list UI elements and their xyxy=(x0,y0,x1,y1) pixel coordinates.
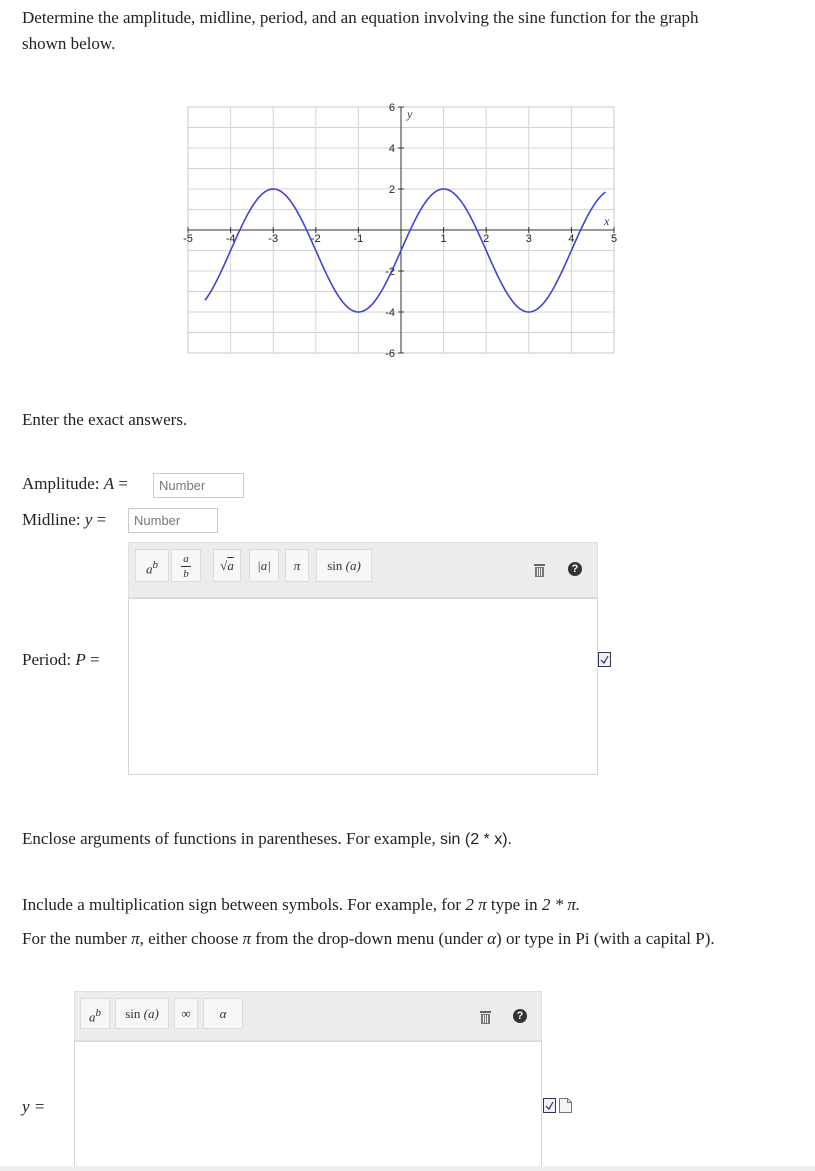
equation-power-button[interactable]: $a^b$ xyxy=(80,998,110,1029)
amplitude-label-text: Amplitude: xyxy=(22,474,100,493)
x-tick-label: 2 xyxy=(483,233,490,245)
y-tick-label: 4 xyxy=(388,143,395,155)
x-tick-label: 4 xyxy=(568,233,575,245)
amplitude-equals: = xyxy=(118,474,128,493)
graph-axes xyxy=(188,107,614,353)
equation-help-icon[interactable]: ? xyxy=(513,1009,527,1023)
period-abs-button[interactable]: |a| xyxy=(249,549,279,582)
period-input-editor[interactable] xyxy=(128,598,598,775)
period-pi-button[interactable]: π xyxy=(285,549,309,582)
equation-preview-icon[interactable] xyxy=(543,1098,556,1113)
period-sin-button[interactable]: sin (a) xyxy=(316,549,372,582)
amplitude-label xyxy=(22,474,128,494)
period-power-button[interactable]: $a^b$ xyxy=(135,549,169,582)
y-tick-label: 6 xyxy=(388,102,395,114)
y-axis-label: y xyxy=(407,107,413,121)
x-tick-label: -1 xyxy=(353,233,364,245)
period-sqrt-button[interactable]: √a xyxy=(213,549,241,582)
x-tick-label: -3 xyxy=(268,233,279,245)
x-tick-label: 5 xyxy=(610,233,618,245)
equation-math-toolbar xyxy=(74,991,542,1041)
y-tick-label: -4 xyxy=(385,307,395,319)
period-preview-icon[interactable] xyxy=(598,652,611,667)
midline-label xyxy=(22,510,106,530)
midline-equals: = xyxy=(96,510,107,529)
period-help-icon[interactable]: ? xyxy=(568,562,582,576)
midline-placeholder: Number xyxy=(134,513,181,528)
y-tick-label: 2 xyxy=(388,184,395,196)
equation-label: y = xyxy=(22,1097,46,1116)
equation-trash-icon[interactable] xyxy=(480,1009,491,1023)
x-tick-label: -5 xyxy=(183,233,193,245)
amplitude-placeholder: Number xyxy=(159,478,206,493)
x-tick-label: 1 xyxy=(440,233,447,245)
hint-pi: For the number π, either choose π from the drop-down menu (under α) or type in Pi (with a capital P). xyxy=(22,929,715,948)
page-bottom-strip xyxy=(0,1166,815,1171)
y-tick-label: -2 xyxy=(385,266,395,278)
period-equals: = xyxy=(90,650,100,669)
graph-ticks xyxy=(183,102,617,360)
y-tick-label: -6 xyxy=(385,348,395,360)
period-trash-icon[interactable] xyxy=(534,562,545,576)
question-line-2: shown below. xyxy=(22,34,116,53)
hint-parentheses: Enclose arguments of functions in parentheses. For example, sin (2 * x). xyxy=(22,829,512,848)
period-fraction-button[interactable]: a b xyxy=(171,549,201,582)
equation-sin-button[interactable]: sin (a) xyxy=(115,998,169,1029)
period-label-text: Period: xyxy=(22,650,72,669)
period-label xyxy=(22,650,100,670)
amplitude-input[interactable] xyxy=(153,473,244,498)
x-axis-label: x xyxy=(604,214,610,228)
amplitude-symbol: A xyxy=(103,474,115,493)
equation-alpha-dropdown[interactable]: α xyxy=(203,998,243,1029)
equation-infinity-button[interactable]: ∞ xyxy=(174,998,198,1029)
instruction-text: Enter the exact answers. xyxy=(22,410,188,429)
equation-document-icon[interactable] xyxy=(559,1098,572,1113)
midline-input[interactable] xyxy=(128,508,218,533)
sine-graph xyxy=(0,0,815,400)
x-tick-label: 3 xyxy=(525,233,532,245)
period-symbol: P xyxy=(75,650,86,669)
period-math-toolbar xyxy=(128,542,598,598)
x-tick-label: -4 xyxy=(225,233,236,245)
midline-label-text: Midline: xyxy=(22,510,81,529)
hint-parentheses-example: sin (2 * x). xyxy=(439,831,512,848)
midline-symbol: y xyxy=(84,510,93,529)
x-tick-label: -2 xyxy=(310,233,321,245)
equation-input-editor[interactable] xyxy=(74,1041,542,1171)
hint-multiplication: Include a multiplication sign between symbols. For example, for 2 π type in 2 * π. xyxy=(22,895,581,914)
question-line-1: Determine the amplitude, midline, period, and an equation involving the sine function for the graph xyxy=(22,8,699,27)
